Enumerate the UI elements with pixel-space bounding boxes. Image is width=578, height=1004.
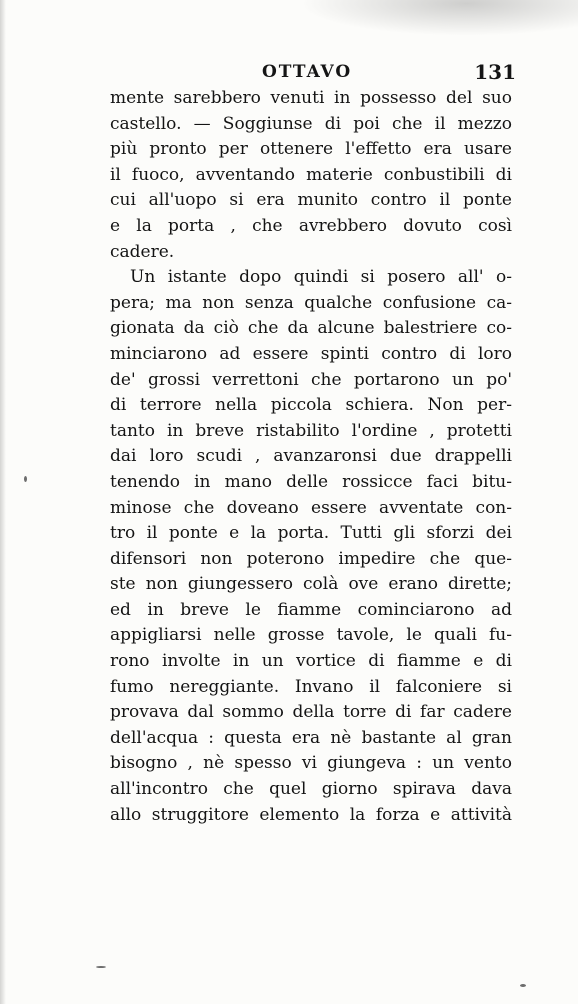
text-line: mente sarebbero venuti in possesso del suo	[110, 88, 512, 108]
text-line: provava dal sommo della torre di far cadere	[110, 702, 512, 723]
chapter-title: OTTAVO	[262, 62, 353, 82]
running-head	[262, 60, 520, 86]
paragraph-start-line: Un istante dopo quindi si posero all' o-	[130, 267, 512, 288]
text-line: de' grossi verrettoni che portarono un po'	[110, 369, 512, 390]
body-text	[110, 86, 512, 828]
text-line: tro il ponte e la porta. Tutti gli sforzi dei	[110, 523, 512, 544]
text-line: dai loro scudi , avanzaronsi due drappelli	[110, 446, 512, 467]
text-line: tanto in breve ristabilito l'ordine , protetti	[110, 420, 512, 441]
text-line: allo struggitore elemento la forza e attività	[110, 804, 512, 825]
text-line: dell'acqua : questa era nè bastante al gran	[110, 727, 512, 748]
text-line: bisogno , nè spesso vi giungeva : un vento	[110, 753, 512, 774]
text-line: più pronto per ottenere l'effetto era usare	[110, 139, 512, 160]
text-line: castello. — Soggiunse di poi che il mezzo	[110, 113, 512, 134]
text-line: di terrore nella piccola schiera. Non per-	[110, 395, 512, 416]
text-line: tenendo in mano delle rossicce faci bitu-	[110, 471, 512, 492]
text-line: ed in breve le fiamme cominciarono ad	[110, 599, 512, 620]
paragraph-end-line: cadere.	[110, 241, 175, 262]
text-line: fumo nereggiante. Invano il falconiere si	[110, 676, 512, 697]
text-line: il fuoco, avventando materie conbustibili di	[110, 164, 512, 185]
text-line: difensori non poterono impedire che que-	[110, 548, 512, 569]
text-line: all'incontro che quel giorno spirava dava	[110, 779, 512, 800]
text-line: minciarono ad essere spinti contro di loro	[110, 343, 512, 364]
text-line: gionata da ciò che da alcune balestriere co-	[110, 318, 512, 339]
page-edge-shadow	[0, 0, 6, 1004]
paper-speck	[520, 984, 526, 987]
paper-speck	[24, 476, 27, 482]
paper-stain	[300, 0, 578, 36]
text-line: e la porta , che avrebbero dovuto così	[110, 215, 512, 236]
text-line: pera; ma non senza qualche confusione ca-	[110, 292, 512, 313]
text-line: ste non giungessero colà ove erano dirette;	[110, 574, 512, 595]
text-line: appigliarsi nelle grosse tavole, le quali fu-	[110, 625, 512, 646]
text-line: cui all'uopo si era munito contro il ponte	[110, 190, 512, 211]
page-number: 131	[474, 60, 516, 84]
paper-speck	[96, 966, 106, 968]
text-line: rono involte in un vortice di fiamme e di	[110, 651, 512, 672]
text-line: minose che doveano essere avventate con-	[110, 497, 512, 518]
